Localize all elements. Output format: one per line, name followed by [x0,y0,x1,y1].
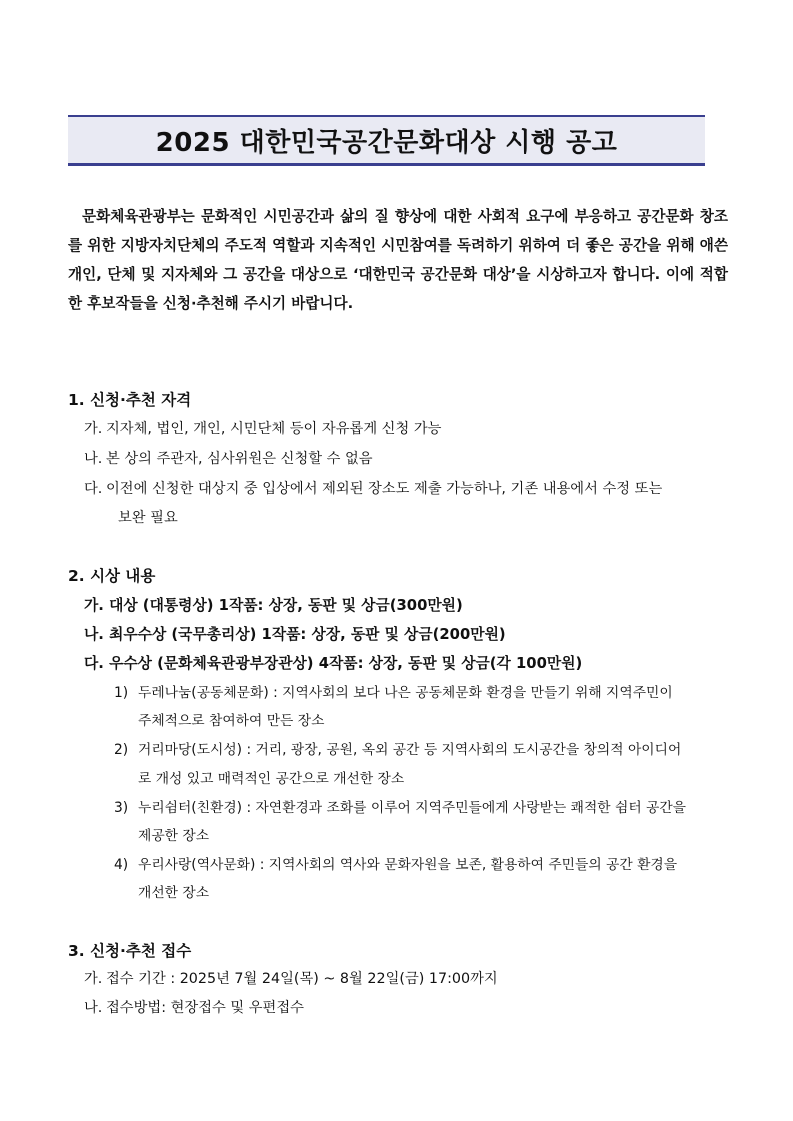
list-marker: 가. [84,971,103,987]
list-marker: 나. [84,451,103,467]
category-marker: 3) [114,800,129,816]
list-item-text: 본 상의 주관자, 심사위원은 신청할 수 없음 [106,451,373,467]
list-item [84,448,373,468]
category-marker: 1) [114,685,129,701]
list-marker: 가. [84,421,103,437]
category-item [114,796,686,816]
category-text: 누리쉼터(친환경) : 자연환경과 조화를 이루어 지역주민들에게 사랑받는 쾌적한 쉼터 공간을 [138,800,687,816]
list-item-text: 이전에 신청한 대상지 중 입상에서 제외된 장소도 제출 가능하나, 기존 내용에서 수정 또는 [106,481,663,497]
category-text: 거리마당(도시성) : 거리, 광장, 공원, 옥외 공간 등 지역사회의 도시공간을 창의적 아이디어 [138,742,682,758]
category-marker: 2) [114,742,129,758]
list-item [84,997,304,1017]
list-marker: 나. [84,1000,103,1016]
list-item [84,418,441,438]
section-1-heading: 1. 신청·추천 자격 [68,391,192,409]
list-item-text: 접수방법: 현장접수 및 우편접수 [106,1000,304,1016]
category-marker: 4) [114,857,129,873]
category-item [114,853,677,873]
list-item-continuation: 보완 필요 [118,510,178,526]
category-continuation: 주체적으로 참여하여 만든 장소 [138,713,325,729]
list-item [84,968,498,988]
award-item: 다. 우수상 (문화체육관광부장관상) 4작품: 상장, 동판 및 상금(각 100만원) [84,655,583,672]
intro-text: 문화체육관광부는 문화적인 시민공간과 삶의 질 향상에 대한 사회적 요구에 부응하고 공간문화 창조를 위한 지방자치단체의 주도적 역할과 지속적인 시민참여를 독려하기 위하여 더 좋은 공간을 위해 애쓴 개인, 단체 및 지자체와 그 공간을 대상으로 ‘대한민국 공간문화 대상’을 시상하고자 합니다. 이에 적합한 후보작들을 신청·추천해 주시기 바랍니다. [68,208,728,312]
list-item-text: 접수 기간 : 2025년 7월 24일(목) ~ 8월 22일(금) 17:00까지 [106,971,498,987]
list-item [84,478,662,498]
category-text: 두레나눔(공동체문화) : 지역사회의 보다 나은 공동체문화 환경을 만들기 위해 지역주민이 [138,685,673,701]
category-continuation: 제공한 장소 [138,828,210,844]
list-marker: 다. [84,481,103,497]
category-item [114,681,673,701]
list-item-text: 지자체, 법인, 개인, 시민단체 등이 자유롭게 신청 가능 [106,421,442,437]
intro-paragraph [68,202,728,318]
award-item: 가. 대상 (대통령상) 1작품: 상장, 동판 및 상금(300만원) [84,597,463,614]
category-continuation: 로 개성 있고 매력적인 공간으로 개선한 장소 [138,771,405,787]
category-item [114,738,681,758]
award-item: 나. 최우수상 (국무총리상) 1작품: 상장, 동판 및 상금(200만원) [84,626,506,643]
document-title: 2025 대한민국공간문화대상 시행 공고 [68,115,705,166]
category-continuation: 개선한 장소 [138,885,210,901]
section-2-heading: 2. 시상 내용 [68,567,156,585]
section-3-heading: 3. 신청·추천 접수 [68,942,192,960]
category-text: 우리사랑(역사문화) : 지역사회의 역사와 문화자원을 보존, 활용하여 주민들의 공간 환경을 [138,857,678,873]
